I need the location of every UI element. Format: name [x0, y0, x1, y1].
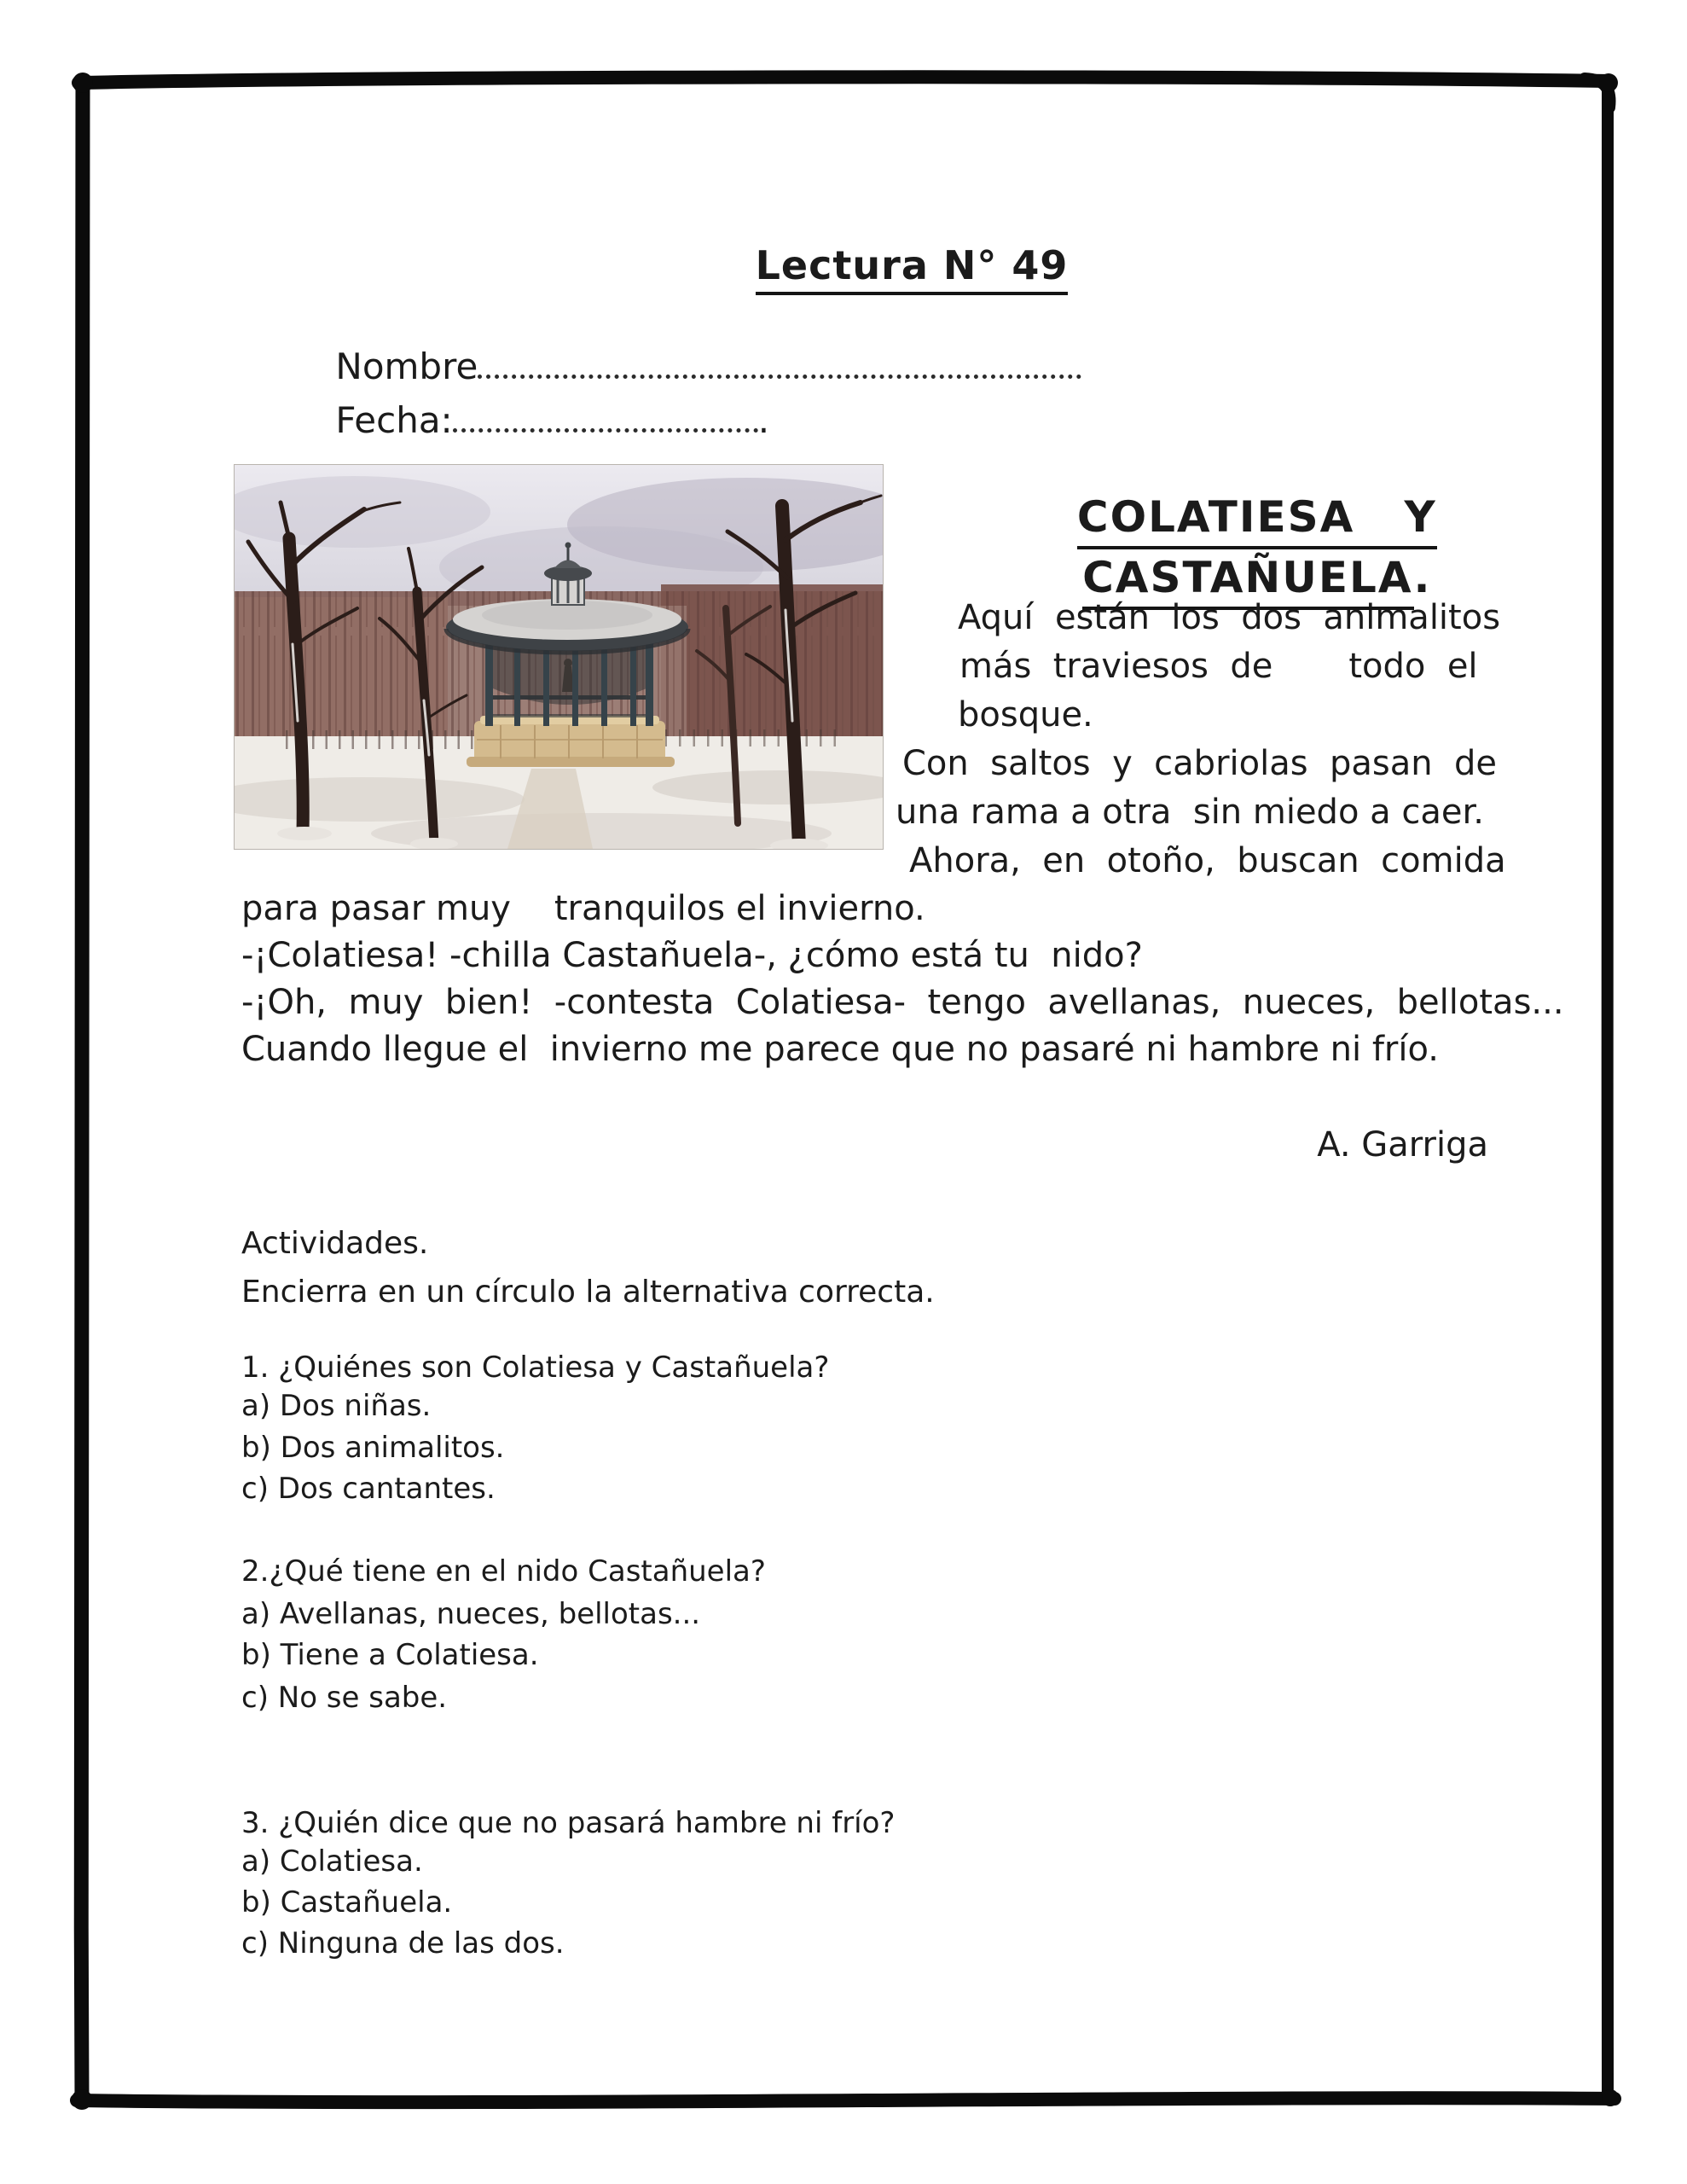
- date-label: Fecha:: [335, 399, 453, 441]
- bandstand-painting: [235, 465, 883, 849]
- page-title-text: Lectura N° 49: [756, 242, 1069, 295]
- story-line-3: bosque.: [958, 695, 1093, 735]
- story-title-period: .: [1413, 553, 1432, 602]
- question-1-option-a[interactable]: a) Dos niñas.: [241, 1389, 432, 1423]
- question-3-option-a[interactable]: a) Colatiesa.: [241, 1844, 423, 1879]
- story-line-8: -¡Colatiesa! -chilla Castañuela-, ¿cómo está tu nido?: [241, 936, 1143, 975]
- story-line-1: Aquí están los dos animalitos: [958, 598, 1501, 637]
- name-label: Nombre: [335, 346, 478, 387]
- question-2-label: 2.¿Qué tiene en el nido Castañuela?: [241, 1554, 766, 1589]
- question-3-option-c[interactable]: c) Ninguna de las dos.: [241, 1926, 565, 1960]
- story-line-6: Ahora, en otoño, buscan comida: [909, 841, 1506, 880]
- story-line-4: Con saltos y cabriolas pasan de: [902, 744, 1498, 783]
- bandstand-painting-art: [235, 465, 883, 849]
- question-3-option-b[interactable]: b) Castañuela.: [241, 1885, 453, 1920]
- question-1-label: 1. ¿Quiénes son Colatiesa y Castañuela?: [241, 1350, 830, 1385]
- date-trailing-dot: .: [757, 399, 770, 441]
- question-2-option-b[interactable]: b) Tiene a Colatiesa.: [241, 1638, 539, 1672]
- author-credit: A. Garriga: [1317, 1125, 1488, 1165]
- date-dotted-line[interactable]: [453, 428, 758, 433]
- story-line-2: más traviesos de todo el: [959, 647, 1478, 686]
- question-2-option-c[interactable]: c) No se sabe.: [241, 1681, 448, 1715]
- activities-instruction: Encierra en un círculo la alternativa correcta.: [241, 1275, 935, 1310]
- date-field[interactable]: [290, 367, 769, 474]
- question-1-option-c[interactable]: c) Dos cantantes.: [241, 1472, 496, 1506]
- question-2-option-a[interactable]: a) Avellanas, nueces, bellotas...: [241, 1597, 701, 1631]
- story-line-10: Cuando llegue el invierno me parece que no pasaré ni hambre ni frío.: [241, 1030, 1439, 1069]
- question-3-label: 3. ¿Quién dice que no pasará hambre ni frío?: [241, 1806, 896, 1840]
- story-title-line1-text: COLATIESA Y: [1077, 492, 1437, 549]
- story-line-7: para pasar muy tranquilos el invierno.: [241, 889, 925, 928]
- story-line-5: una rama a otra sin miedo a caer.: [896, 793, 1484, 832]
- story-line-9: -¡Oh, muy bien! -contesta Colatiesa- tengo avellanas, nueces, bellotas...: [241, 983, 1564, 1022]
- activities-heading: Actividades.: [241, 1226, 429, 1261]
- story-title-line2-text: CASTAÑUELA: [1082, 553, 1413, 610]
- question-1-option-b[interactable]: b) Dos animalitos.: [241, 1431, 505, 1465]
- page-title: [648, 206, 1117, 324]
